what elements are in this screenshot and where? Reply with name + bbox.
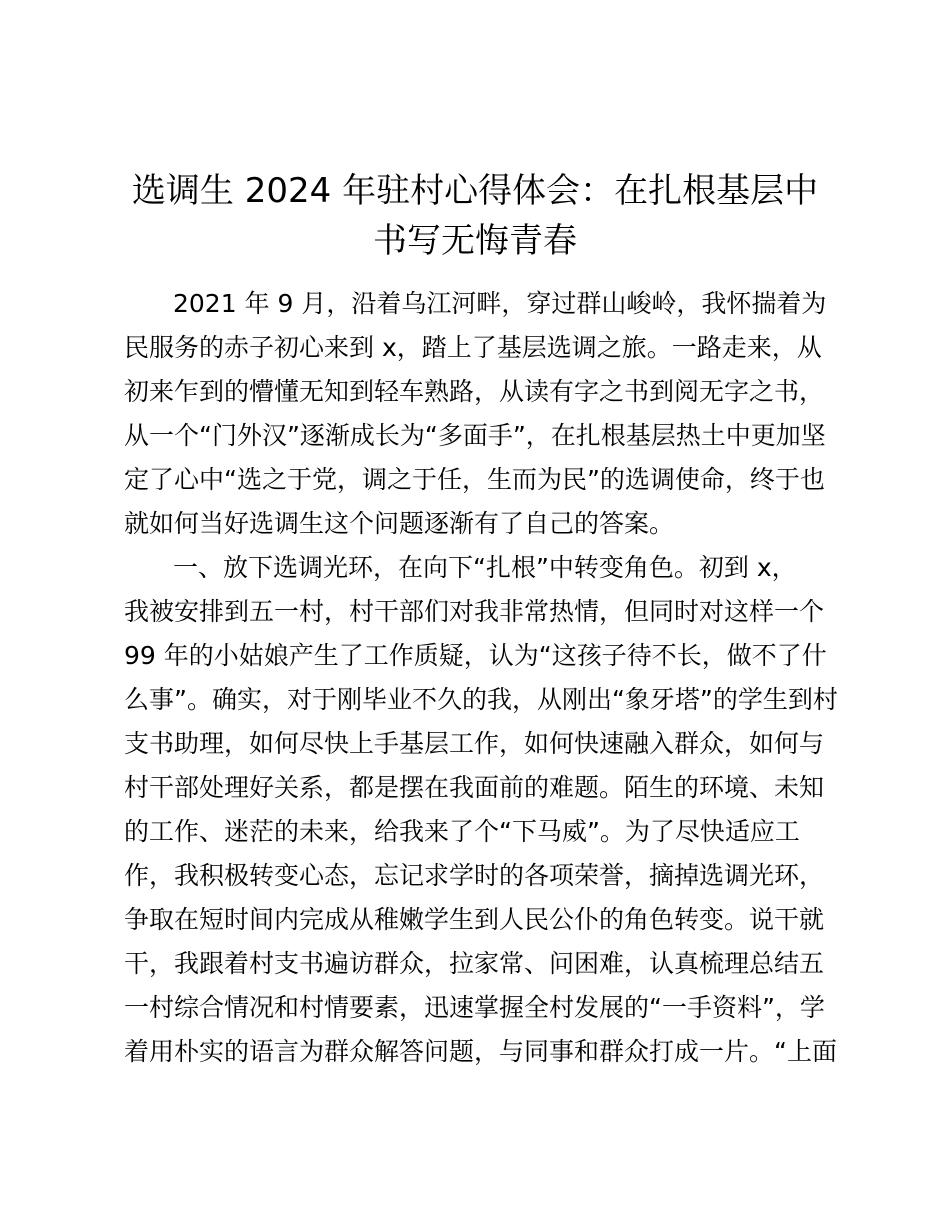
text-line: 么事”。确实，对于刚毕业不久的我，从刚出“象牙塔”的学生到村 [124, 685, 838, 714]
text-line: 从一个“门外汉”逐渐成长为“多面手”，在扎根基层热土中更加坚 [124, 421, 826, 450]
text-line: 争取在短时间内完成从稚嫩学生到人民公仆的角色转变。说干就 [124, 905, 825, 934]
text-line: 村干部处理好关系，都是摆在我面前的难题。陌生的环境、未知 [124, 773, 825, 802]
text-line: 一、放下选调光环，在向下“扎根”中转变角色。初到 x， [173, 553, 797, 582]
text-line: 2021 年 9 月，沿着乌江河畔，穿过群山峻岭，我怀揣着为 [173, 289, 827, 318]
text-line: 就如何当好选调生这个问题逐渐有了自己的答案。 [124, 509, 675, 538]
text-line: 支书助理，如何尽快上手基层工作，如何快速融入群众，如何与 [124, 729, 825, 758]
text-line: 定了心中“选之于党，调之于任，生而为民”的选调使命，终于也 [124, 465, 825, 494]
title-line-2: 书写无悔青春 [373, 221, 577, 261]
title-line-1: 选调生 2024 年驻村心得体会：在扎根基层中 [131, 171, 819, 211]
text-line: 着用朴实的语言为群众解答问题，与同事和群众打成一片。“上面 [124, 1037, 837, 1066]
text-line: 干，我跟着村支书遍访群众，拉家常、问困难，认真梳理总结五 [124, 949, 825, 978]
text-line: 民服务的赤子初心来到 x，踏上了基层选调之旅。一路走来，从 [124, 333, 822, 362]
document-title [110, 166, 840, 266]
text-line: 的工作、迷茫的未来，给我来了个“下马威”。为了尽快适应工 [124, 817, 800, 846]
text-line: 作，我积极转变心态，忘记求学时的各项荣誉，摘掉选调光环， [124, 861, 825, 890]
text-line: 一村综合情况和村情要素，迅速掌握全村发展的“一手资料”，学 [124, 993, 825, 1022]
text-line: 初来乍到的懵懂无知到轻车熟路，从读有字之书到阅无字之书， [124, 377, 825, 406]
text-line: 我被安排到五一村，村干部们对我非常热情，但同时对这样一个 [124, 597, 825, 626]
text-line: 99 年的小姑娘产生了工作质疑，认为“这孩子待不长，做不了什 [124, 641, 827, 670]
